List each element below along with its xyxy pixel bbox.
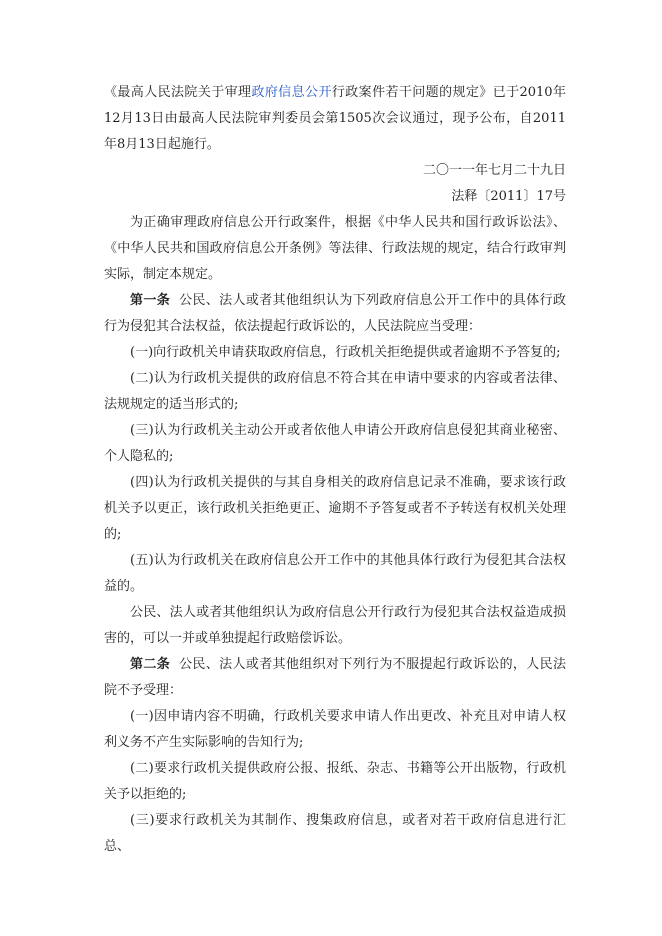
article-2-item: (一)因申请内容不明确，行政机关要求申请人作出更改、补充且对申请人权利义务不产生实际影响的告知行为; bbox=[104, 709, 566, 750]
article-2-item: (三)要求行政机关为其制作、搜集政府信息，或者对若干政府信息进行汇总、 bbox=[104, 813, 566, 854]
intro-paragraph bbox=[104, 80, 566, 158]
article-2-label: 第二条 bbox=[130, 657, 171, 672]
article-1-item: (三)认为行政机关主动公开或者依他人申请公开政府信息侵犯其商业秘密、个人隐私的; bbox=[104, 423, 566, 464]
intro-link[interactable]: 政府信息公开 bbox=[251, 85, 332, 100]
article-1-label: 第一条 bbox=[130, 293, 171, 308]
article-2-text: 公民、法人或者其他组织对下列行为不服提起行政诉讼的，人民法院不予受理： bbox=[104, 657, 566, 698]
article-1-item: (五)认为行政机关在政府信息公开工作中的其他具体行政行为侵犯其合法权益的。 bbox=[104, 553, 566, 594]
document-page bbox=[104, 80, 566, 860]
article-2-item: (二)要求行政机关提供政府公报、报纸、杂志、书籍等公开出版物，行政机关予以拒绝的; bbox=[104, 761, 566, 802]
document-number: 法释〔2011〕17号 bbox=[451, 189, 566, 204]
preamble: 为正确审理政府信息公开行政案件，根据《中华人民共和国行政诉讼法》、《中华人民共和国政府信息公开条例》等法律、行政法规的规定，结合行政审判实际，制定本规定。 bbox=[104, 215, 566, 282]
intro-prefix: 《最高人民法院关于审理 bbox=[104, 85, 252, 100]
article-1-item: (一)向行政机关申请获取政府信息，行政机关拒绝提供或者逾期不予答复的; bbox=[130, 345, 561, 360]
issue-date: 二〇一一年七月二十九日 bbox=[422, 163, 566, 178]
intro-suffix: 行政案件若干问题的规定》已于2010年12月13日由最高人民法院审判委员会第1505次会议通过，现予公布，自2011年8月13日起施行。 bbox=[104, 85, 566, 152]
article-1-closing: 公民、法人或者其他组织认为政府信息公开行政行为侵犯其合法权益造成损害的，可以一并或单独提起行政赔偿诉讼。 bbox=[104, 605, 566, 646]
article-1-text: 公民、法人或者其他组织认为下列政府信息公开工作中的具体行政行为侵犯其合法权益，依法提起行政诉讼的，人民法院应当受理： bbox=[104, 293, 566, 334]
article-1-item: (四)认为行政机关提供的与其自身相关的政府信息记录不准确，要求该行政机关予以更正，该行政机关拒绝更正、逾期不予答复或者不予转送有权机关处理的; bbox=[104, 475, 566, 542]
article-1 bbox=[104, 288, 566, 340]
article-2 bbox=[104, 652, 566, 704]
article-1-item: (二)认为行政机关提供的政府信息不符合其在申请中要求的内容或者法律、法规规定的适当形式的; bbox=[104, 371, 566, 412]
